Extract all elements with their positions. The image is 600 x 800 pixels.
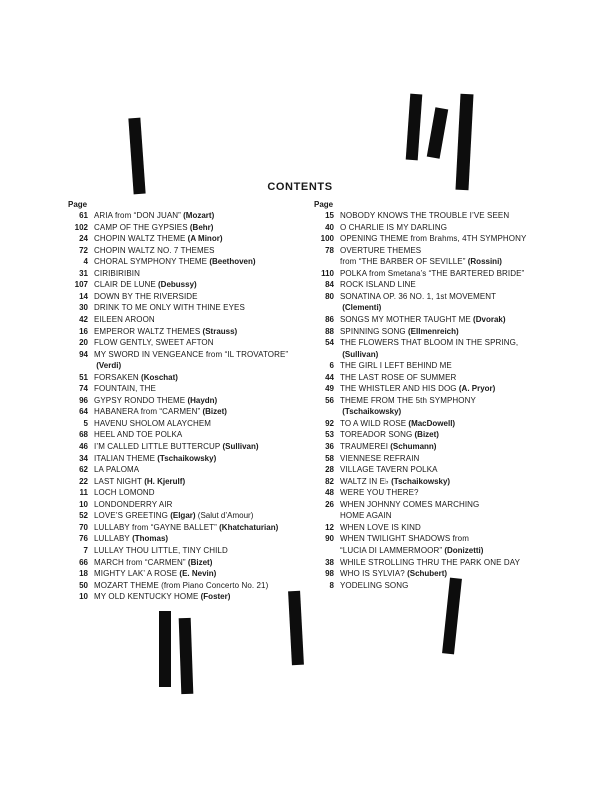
toc-title: THEME FROM THE 5th SYMPHONY (340, 395, 476, 405)
toc-title: ROCK ISLAND LINE (340, 280, 416, 290)
toc-page-number: 84 (325, 280, 334, 290)
page-column-heading: Page (314, 200, 334, 209)
toc-page-number: 10 (79, 499, 88, 509)
toc-title: TRAUMEREI (340, 442, 389, 451)
toc-entry (66, 499, 316, 511)
toc-page-number: 48 (325, 488, 334, 498)
toc-page-number: 78 (325, 245, 334, 255)
toc-page-number: 26 (325, 499, 334, 509)
toc-entry (66, 360, 316, 372)
toc-entry (312, 291, 562, 303)
toc-title: CHOPIN WALTZ THEME (94, 234, 186, 244)
decor-bar (455, 94, 473, 191)
toc-entry (312, 210, 562, 222)
toc-page-number: 102 (74, 222, 88, 232)
toc-composer: (A. Pryor) (458, 384, 496, 394)
toc-page-number: 51 (79, 372, 88, 382)
toc-entry (66, 233, 316, 245)
toc-entry (66, 349, 316, 361)
toc-page-number: 94 (79, 349, 88, 359)
toc-entry (312, 453, 562, 465)
toc-title: HABANERA from “CARMEN” (94, 407, 201, 417)
toc-page-number: 28 (325, 465, 334, 475)
toc-title: THE LAST ROSE OF SUMMER (340, 372, 457, 382)
toc-title: “LUCIA DI LAMMERMOOR” (340, 545, 443, 555)
toc-page-number: 31 (79, 268, 88, 278)
toc-page-number: 11 (79, 488, 88, 498)
toc-title: WHEN JOHNNY COMES MARCHING (340, 499, 480, 509)
toc-composer: (Verdi) (96, 361, 122, 371)
toc-title: SPINNING SONG (340, 326, 406, 336)
toc-composer: (Strauss) (202, 326, 238, 336)
toc-entry (312, 510, 562, 522)
toc-entry (66, 487, 316, 499)
toc-composer: (Debussy) (158, 280, 197, 290)
toc-title: CLAIR DE LUNE (94, 280, 156, 290)
toc-entry (312, 314, 562, 326)
toc-title: WHILE STROLLING THRU THE PARK ONE DAY (340, 557, 521, 567)
toc-composer: (Sullivan) (342, 349, 379, 359)
toc-composer: (Koschat) (141, 372, 178, 382)
toc-page-number: 90 (325, 534, 334, 544)
toc-composer: (Clementi) (342, 303, 382, 313)
decor-bar (159, 611, 171, 687)
toc-page-number: 86 (325, 314, 334, 324)
toc-entry (312, 568, 562, 580)
toc-composer: (Bizet) (414, 430, 439, 440)
toc-page-number: 46 (79, 442, 88, 451)
toc-page-number: 24 (79, 234, 88, 244)
toc-entry (312, 337, 562, 349)
toc-entry (66, 476, 316, 488)
toc-page-number: 100 (320, 234, 334, 244)
toc-page-number: 56 (325, 395, 334, 405)
toc-page-number: 36 (325, 442, 334, 451)
page-column-heading: Page (68, 200, 88, 209)
toc-page-number: 14 (79, 291, 88, 301)
toc-composer: (E. Nevin) (179, 569, 217, 579)
toc-entry (66, 268, 316, 280)
toc-page-number: 49 (325, 384, 334, 394)
toc-page-number: 64 (79, 407, 88, 417)
toc-entry (312, 499, 562, 511)
toc-title: I’M CALLED LITTLE BUTTERCUP (94, 442, 221, 451)
toc-entry (312, 245, 562, 257)
contents-column-left (66, 199, 316, 602)
toc-page-number: 10 (79, 592, 88, 602)
toc-composer: (Tschaikowsky) (342, 407, 402, 417)
toc-title: WERE YOU THERE? (340, 488, 419, 498)
toc-entry (312, 464, 562, 476)
toc-title: LAST NIGHT (94, 476, 142, 486)
toc-page-number: 12 (325, 522, 334, 532)
toc-composer: (Foster) (200, 592, 231, 602)
toc-title: MOZART THEME (from Piano Concerto No. 21) (94, 580, 269, 590)
toc-page-number: 74 (79, 384, 88, 394)
toc-page-number: 52 (79, 511, 88, 521)
toc-entry (312, 533, 562, 545)
toc-entry (66, 383, 316, 395)
toc-entry (312, 279, 562, 291)
toc-title: POLKA from Smetana’s “THE BARTERED BRIDE” (340, 268, 525, 278)
toc-title: MY SWORD IN VENGEANCE from “IL TROVATORE” (94, 349, 289, 359)
toc-entry (312, 222, 562, 234)
toc-title: VILLAGE TAVERN POLKA (340, 465, 438, 475)
toc-title: OVERTURE THEMES (340, 245, 422, 255)
toc-entry (66, 557, 316, 569)
toc-page-number: 92 (325, 418, 334, 428)
toc-title: VIENNESE REFRAIN (340, 453, 420, 463)
toc-page-number: 4 (83, 257, 88, 267)
toc-composer: (Ellmenreich) (408, 326, 459, 336)
toc-title: LULLABY (94, 534, 130, 544)
toc-title: DOWN BY THE RIVERSIDE (94, 291, 198, 301)
toc-composer: (Sullivan) (222, 442, 259, 451)
toc-composer: (Tschaikowsky) (157, 453, 217, 463)
toc-entry (312, 372, 562, 384)
toc-entry (66, 279, 316, 291)
toc-page-number: 42 (79, 314, 88, 324)
toc-entry (66, 372, 316, 384)
toc-entry (66, 453, 316, 465)
toc-entry (66, 326, 316, 338)
toc-page-number: 6 (329, 361, 334, 371)
toc-title: DRINK TO ME ONLY WITH THINE EYES (94, 303, 245, 313)
toc-composer: (Behr) (189, 222, 214, 232)
toc-page-number: 70 (79, 522, 88, 532)
toc-entry (312, 487, 562, 499)
toc-composer: (A Minor) (187, 234, 223, 244)
toc-page-number: 107 (74, 280, 88, 290)
toc-page-number: 5 (83, 418, 88, 428)
toc-title: CIRIBIRIBIN (94, 268, 140, 278)
toc-entry (66, 464, 316, 476)
toc-entry (312, 383, 562, 395)
toc-title: OPENING THEME from Brahms, 4TH SYMPHONY (340, 234, 527, 244)
toc-composer: (MacDowell) (408, 418, 456, 428)
toc-entry (66, 418, 316, 430)
toc-composer: (Rossini) (467, 257, 502, 267)
toc-entry (312, 256, 562, 268)
toc-title: SONGS MY MOTHER TAUGHT ME (340, 314, 471, 324)
toc-composer: (Tschaikowsky) (391, 476, 451, 486)
toc-title: LULLAY THOU LITTLE, TINY CHILD (94, 545, 228, 555)
toc-composer: (Elgar) (170, 511, 196, 521)
toc-composer: (Khatchaturian) (219, 522, 279, 532)
toc-entry (66, 406, 316, 418)
toc-title: EMPEROR WALTZ THEMES (94, 326, 201, 336)
toc-title: SONATINA OP. 36 NO. 1, 1st MOVEMENT (340, 291, 497, 301)
toc-entry (66, 533, 316, 545)
toc-composer: (Donizetti) (444, 545, 484, 555)
toc-title: GYPSY RONDO THEME (94, 395, 186, 405)
toc-title: WHEN LOVE IS KIND (340, 522, 421, 532)
toc-page-number: 7 (83, 545, 88, 555)
toc-page-number: 22 (79, 476, 88, 486)
toc-composer: (Schumann) (390, 442, 437, 451)
toc-page-number: 44 (325, 372, 334, 382)
toc-title: O CHARLIE IS MY DARLING (340, 222, 448, 232)
toc-title: TO A WILD ROSE (340, 418, 407, 428)
decor-bar (406, 94, 423, 161)
toc-entry (312, 395, 562, 407)
toc-title: LOCH LOMOND (94, 488, 155, 498)
toc-page-number: 18 (79, 569, 88, 579)
toc-composer: (Dvorak) (473, 314, 506, 324)
toc-title: TOREADOR SONG (340, 430, 413, 440)
toc-title: MIGHTY LAK’ A ROSE (94, 569, 178, 579)
toc-title: CHORAL SYMPHONY THEME (94, 257, 208, 267)
toc-entry (66, 580, 316, 592)
toc-page-number: 8 (329, 580, 334, 590)
toc-title: EILEEN AROON (94, 314, 155, 324)
toc-page-number: 15 (325, 211, 334, 220)
toc-page-number: 62 (79, 465, 88, 475)
toc-entry (66, 568, 316, 580)
toc-composer: (Thomas) (132, 534, 169, 544)
toc-title: NOBODY KNOWS THE TROUBLE I’VE SEEN (340, 211, 510, 220)
toc-entry (66, 256, 316, 268)
toc-title: HEEL AND TOE POLKA (94, 430, 183, 440)
toc-entry (312, 360, 562, 372)
toc-title: ARIA from “DON JUAN” (94, 211, 181, 220)
decor-bar (179, 618, 194, 694)
toc-entry (66, 522, 316, 534)
toc-page-number: 96 (79, 395, 88, 405)
toc-entry (312, 406, 562, 418)
toc-title: LOVE’S GREETING (94, 511, 168, 521)
toc-page-number: 72 (79, 245, 88, 255)
toc-entry (66, 291, 316, 303)
toc-title: MARCH from “CARMEN” (94, 557, 186, 567)
toc-page-number: 34 (79, 453, 88, 463)
toc-page-number: 110 (321, 268, 334, 278)
toc-composer: (Beethoven) (209, 257, 256, 267)
toc-composer: (Bizet) (187, 557, 213, 567)
toc-entry (312, 302, 562, 314)
toc-title: CHOPIN WALTZ NO. 7 THEMES (94, 245, 215, 255)
toc-page-number: 61 (79, 211, 88, 220)
toc-entry (66, 337, 316, 349)
toc-title: WHO IS SYLVIA? (340, 569, 405, 579)
toc-page-number: 38 (325, 557, 334, 567)
toc-entry (66, 441, 316, 453)
page-title: CONTENTS (267, 181, 333, 193)
toc-page-number: 58 (325, 453, 334, 463)
toc-page-number: 88 (325, 326, 334, 336)
toc-page-number: 53 (325, 430, 334, 440)
toc-title: YODELING SONG (340, 580, 409, 590)
toc-page-number: 80 (325, 291, 334, 301)
toc-entry (312, 233, 562, 245)
toc-title: FORSAKEN (94, 372, 139, 382)
toc-composer: (Mozart) (183, 211, 215, 220)
toc-entry (66, 510, 316, 522)
toc-page-number: 66 (79, 557, 88, 567)
toc-page-number: 82 (325, 476, 334, 486)
toc-entry (66, 245, 316, 257)
toc-entry (312, 545, 562, 557)
toc-title: THE GIRL I LEFT BEHIND ME (340, 361, 452, 371)
toc-entry (66, 302, 316, 314)
toc-note: (Salut d’Amour) (197, 511, 254, 521)
toc-page-number: 20 (79, 338, 88, 348)
toc-entry (66, 429, 316, 441)
toc-title: MY OLD KENTUCKY HOME (94, 592, 199, 602)
toc-entry (312, 349, 562, 361)
toc-entry (66, 395, 316, 407)
toc-entry (312, 326, 562, 338)
toc-entry (312, 557, 562, 569)
toc-title: FOUNTAIN, THE (94, 384, 156, 394)
toc-entry (66, 210, 316, 222)
toc-title: LONDONDERRY AIR (94, 499, 173, 509)
toc-page-number: 30 (79, 303, 88, 313)
toc-title: LULLABY from “GAYNE BALLET” (94, 522, 217, 532)
toc-title: from “THE BARBER OF SEVILLE” (340, 257, 466, 267)
toc-entry (312, 580, 562, 592)
toc-title: HAVENU SHOLOM ALAYCHEM (94, 418, 212, 428)
toc-title: THE FLOWERS THAT BLOOM IN THE SPRING, (340, 338, 519, 348)
toc-entry (312, 476, 562, 488)
toc-entry (66, 545, 316, 557)
toc-entry (66, 222, 316, 234)
toc-composer: (Bizet) (202, 407, 227, 417)
toc-entry (312, 522, 562, 534)
toc-page-number: 54 (325, 338, 334, 348)
toc-entry (66, 591, 316, 603)
toc-page-number: 16 (79, 326, 88, 336)
toc-title: WHEN TWILIGHT SHADOWS from (340, 534, 469, 544)
toc-composer: (H. Kjerulf) (144, 476, 186, 486)
toc-page-number: 68 (79, 430, 88, 440)
toc-title: WALTZ IN E♭ (340, 476, 389, 486)
decor-bar (427, 107, 448, 158)
toc-entry (312, 441, 562, 453)
toc-entry (312, 418, 562, 430)
toc-title: FLOW GENTLY, SWEET AFTON (94, 338, 214, 348)
contents-column-right (312, 199, 562, 590)
toc-entry (66, 314, 316, 326)
toc-page-number: 50 (79, 580, 88, 590)
toc-title: THE WHISTLER AND HIS DOG (340, 384, 457, 394)
toc-composer: (Haydn) (187, 395, 218, 405)
toc-title: HOME AGAIN (340, 511, 392, 521)
toc-entry (312, 268, 562, 280)
toc-entry (312, 429, 562, 441)
toc-title: ITALIAN THEME (94, 453, 156, 463)
toc-title: CAMP OF THE GYPSIES (94, 222, 188, 232)
toc-title: LA PALOMA (94, 465, 140, 475)
toc-page-number: 76 (79, 534, 88, 544)
toc-page-number: 98 (325, 569, 334, 579)
toc-composer: (Schubert) (407, 569, 448, 579)
toc-page-number: 40 (325, 222, 334, 232)
